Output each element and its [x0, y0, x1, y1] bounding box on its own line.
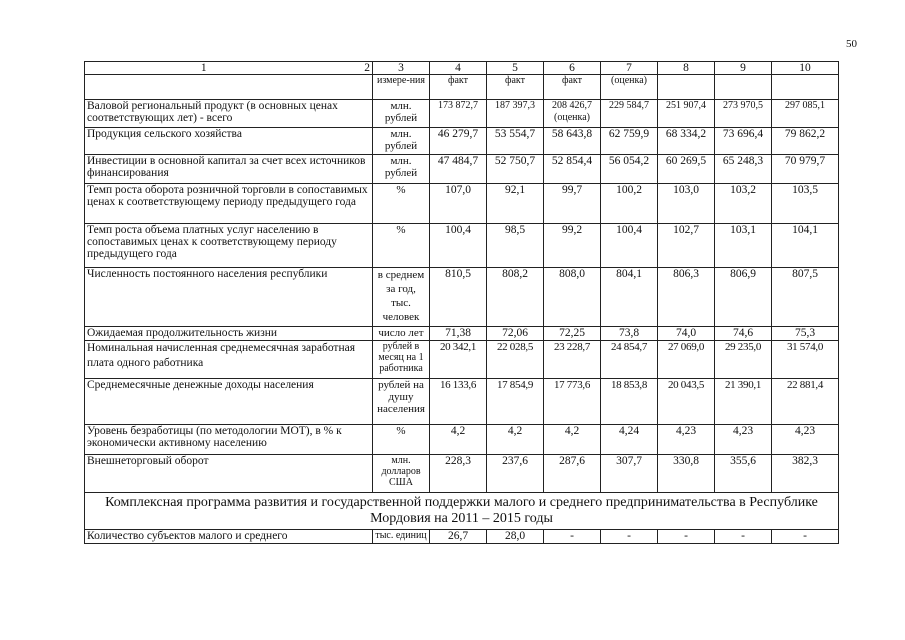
- indicator-name: Уровень безработицы (по методологии МОТ), в % к экономически активному населению: [85, 425, 373, 455]
- col-number-2: 2: [323, 62, 373, 75]
- value-cell: 4,23: [658, 425, 715, 455]
- indicators-table: [84, 61, 839, 544]
- col-type-8: [658, 75, 715, 100]
- indicator-name: Ожидаемая продолжительность жизни: [85, 327, 373, 341]
- value-cell: 107,0: [430, 184, 487, 224]
- value-cell: 68 334,2: [658, 128, 715, 155]
- value-cell: 28,0: [487, 530, 544, 544]
- value-cell: 4,23: [715, 425, 772, 455]
- indicator-name: Инвестиции в основной капитал за счет всех источников финансирования: [85, 155, 373, 184]
- header-types-row: [85, 75, 839, 100]
- value-cell: 56 054,2: [601, 155, 658, 184]
- value-cell: 99,2: [544, 224, 601, 268]
- value-cell: 103,5: [772, 184, 839, 224]
- value-cell: 4,2: [487, 425, 544, 455]
- value-cell: 52 750,7: [487, 155, 544, 184]
- value-cell: 355,6: [715, 455, 772, 493]
- value-cell: 92,1: [487, 184, 544, 224]
- indicator-unit: в среднем за год, тыс. человек: [373, 268, 430, 327]
- col-number-6: 6: [544, 62, 601, 75]
- value-cell: 74,0: [658, 327, 715, 341]
- table-row: [85, 327, 839, 341]
- col-type-9: [715, 75, 772, 100]
- table-row: [85, 155, 839, 184]
- value-cell: 330,8: [658, 455, 715, 493]
- indicator-unit: число лет: [373, 327, 430, 341]
- value-cell: 23 228,7: [544, 341, 601, 379]
- indicator-unit: рублей на душу населения: [373, 379, 430, 425]
- value-cell: 70 979,7: [772, 155, 839, 184]
- value-cell: -: [544, 530, 601, 544]
- table-row: [85, 224, 839, 268]
- value-cell: 29 235,0: [715, 341, 772, 379]
- indicator-name: Внешнеторговый оборот: [85, 455, 373, 493]
- value-cell: 287,6: [544, 455, 601, 493]
- value-cell: 24 854,7: [601, 341, 658, 379]
- table-row: [85, 425, 839, 455]
- col-number-8: 8: [658, 62, 715, 75]
- value-cell: 228,3: [430, 455, 487, 493]
- value-cell: 52 854,4: [544, 155, 601, 184]
- value-cell: 102,7: [658, 224, 715, 268]
- value-cell: 808,2: [487, 268, 544, 327]
- value-cell: -: [772, 530, 839, 544]
- table-row: [85, 530, 839, 544]
- col-type-5: факт: [487, 75, 544, 100]
- value-cell: 31 574,0: [772, 341, 839, 379]
- table-row: [85, 379, 839, 425]
- indicator-name: Продукция сельского хозяйства: [85, 128, 373, 155]
- value-cell: [544, 100, 601, 128]
- value-cell: -: [601, 530, 658, 544]
- indicator-unit: млн. рублей: [373, 100, 430, 128]
- indicator-name: Численность постоянного населения республики: [85, 268, 373, 327]
- value-cell: 73,8: [601, 327, 658, 341]
- value-cell: 187 397,3: [487, 100, 544, 128]
- value-cell: 65 248,3: [715, 155, 772, 184]
- indicator-name: Количество субъектов малого и среднего: [85, 530, 373, 544]
- value-cell: 103,1: [715, 224, 772, 268]
- value-cell: -: [715, 530, 772, 544]
- indicator-unit: млн. рублей: [373, 155, 430, 184]
- value-cell: 307,7: [601, 455, 658, 493]
- value-cell: 16 133,6: [430, 379, 487, 425]
- table-row: [85, 184, 839, 224]
- value-cell: 18 853,8: [601, 379, 658, 425]
- value-cell: 100,2: [601, 184, 658, 224]
- value-cell: 17 854,9: [487, 379, 544, 425]
- value-cell: 17 773,6: [544, 379, 601, 425]
- value-cell: 71,38: [430, 327, 487, 341]
- value-cell: 22 881,4: [772, 379, 839, 425]
- value-cell: 20 043,5: [658, 379, 715, 425]
- indicator-unit: млн. рублей: [373, 128, 430, 155]
- indicator-name: Среднемесячные денежные доходы населения: [85, 379, 373, 425]
- indicator-name: Номинальная начисленная среднемесячная заработная плата одного работника: [85, 341, 373, 379]
- col-type-7: (оценка): [601, 75, 658, 100]
- value-cell: 100,4: [601, 224, 658, 268]
- col-number-1: 1: [85, 62, 323, 75]
- value-cell: 53 554,7: [487, 128, 544, 155]
- value-cell: 20 342,1: [430, 341, 487, 379]
- value-cell: 251 907,4: [658, 100, 715, 128]
- indicator-unit: %: [373, 224, 430, 268]
- value-cell: 73 696,4: [715, 128, 772, 155]
- value-cell: 4,2: [430, 425, 487, 455]
- value-cell: 810,5: [430, 268, 487, 327]
- value-cell: 47 484,7: [430, 155, 487, 184]
- value-cell: 103,0: [658, 184, 715, 224]
- col-type-10: [772, 75, 839, 100]
- value-cell: 806,3: [658, 268, 715, 327]
- value-cell: 58 643,8: [544, 128, 601, 155]
- table-row: [85, 128, 839, 155]
- value-cell: 72,25: [544, 327, 601, 341]
- value-cell: 60 269,5: [658, 155, 715, 184]
- col-number-7: 7: [601, 62, 658, 75]
- table-row: [85, 100, 839, 128]
- value-cell: 382,3: [772, 455, 839, 493]
- value-cell: 46 279,7: [430, 128, 487, 155]
- value-text: 208 426,7: [552, 100, 592, 111]
- value-cell: 808,0: [544, 268, 601, 327]
- section-title: Комплексная программа развития и государственной поддержки малого и среднего предпринимательства в Республике Мордовия на 2011 – 2015 годы: [85, 493, 839, 530]
- value-cell: 229 584,7: [601, 100, 658, 128]
- header-numbers-row: [85, 62, 839, 75]
- indicator-name: Темп роста объема платных услуг населению в сопоставимых ценах к соответствующему периоду предыдущего года: [85, 224, 373, 268]
- value-cell: 4,2: [544, 425, 601, 455]
- col-number-3: 3: [373, 62, 430, 75]
- value-cell: 807,5: [772, 268, 839, 327]
- indicator-unit: %: [373, 425, 430, 455]
- table-row: [85, 268, 839, 327]
- col-number-10: 10: [772, 62, 839, 75]
- value-cell: 103,2: [715, 184, 772, 224]
- value-cell: 74,6: [715, 327, 772, 341]
- value-cell: 237,6: [487, 455, 544, 493]
- unit-header: измере-ния: [373, 75, 430, 100]
- value-cell: 804,1: [601, 268, 658, 327]
- estimate-note: (оценка): [554, 112, 590, 123]
- value-cell: 173 872,7: [430, 100, 487, 128]
- value-cell: 4,24: [601, 425, 658, 455]
- page-number: 50: [846, 38, 857, 50]
- value-cell: 100,4: [430, 224, 487, 268]
- value-cell: -: [658, 530, 715, 544]
- value-cell: 297 085,1: [772, 100, 839, 128]
- indicator-unit: %: [373, 184, 430, 224]
- value-cell: 72,06: [487, 327, 544, 341]
- section-header-row: [85, 493, 839, 530]
- indicator-name: Темп роста оборота розничной торговли в сопоставимых ценах к соответствующему периоду предыдущего года: [85, 184, 373, 224]
- value-cell: 22 028,5: [487, 341, 544, 379]
- indicator-unit: рублей в месяц на 1 работника: [373, 341, 430, 379]
- table-row: [85, 455, 839, 493]
- value-cell: 104,1: [772, 224, 839, 268]
- value-cell: 806,9: [715, 268, 772, 327]
- indicator-unit: тыс. единиц: [373, 530, 430, 544]
- value-cell: 62 759,9: [601, 128, 658, 155]
- value-cell: 27 069,0: [658, 341, 715, 379]
- value-cell: 99,7: [544, 184, 601, 224]
- value-cell: 79 862,2: [772, 128, 839, 155]
- table-row: [85, 341, 839, 379]
- value-cell: 75,3: [772, 327, 839, 341]
- value-cell: 273 970,5: [715, 100, 772, 128]
- value-cell: 26,7: [430, 530, 487, 544]
- col-type-6: факт: [544, 75, 601, 100]
- col-number-5: 5: [487, 62, 544, 75]
- indicator-name: Валовой региональный продукт (в основных ценах соответствующих лет) - всего: [85, 100, 373, 128]
- col-number-4: 4: [430, 62, 487, 75]
- col-number-9: 9: [715, 62, 772, 75]
- indicator-unit: млн. долларов США: [373, 455, 430, 493]
- value-cell: 4,23: [772, 425, 839, 455]
- header-empty-cell: [85, 75, 373, 100]
- col-type-4: факт: [430, 75, 487, 100]
- value-cell: 98,5: [487, 224, 544, 268]
- value-cell: 21 390,1: [715, 379, 772, 425]
